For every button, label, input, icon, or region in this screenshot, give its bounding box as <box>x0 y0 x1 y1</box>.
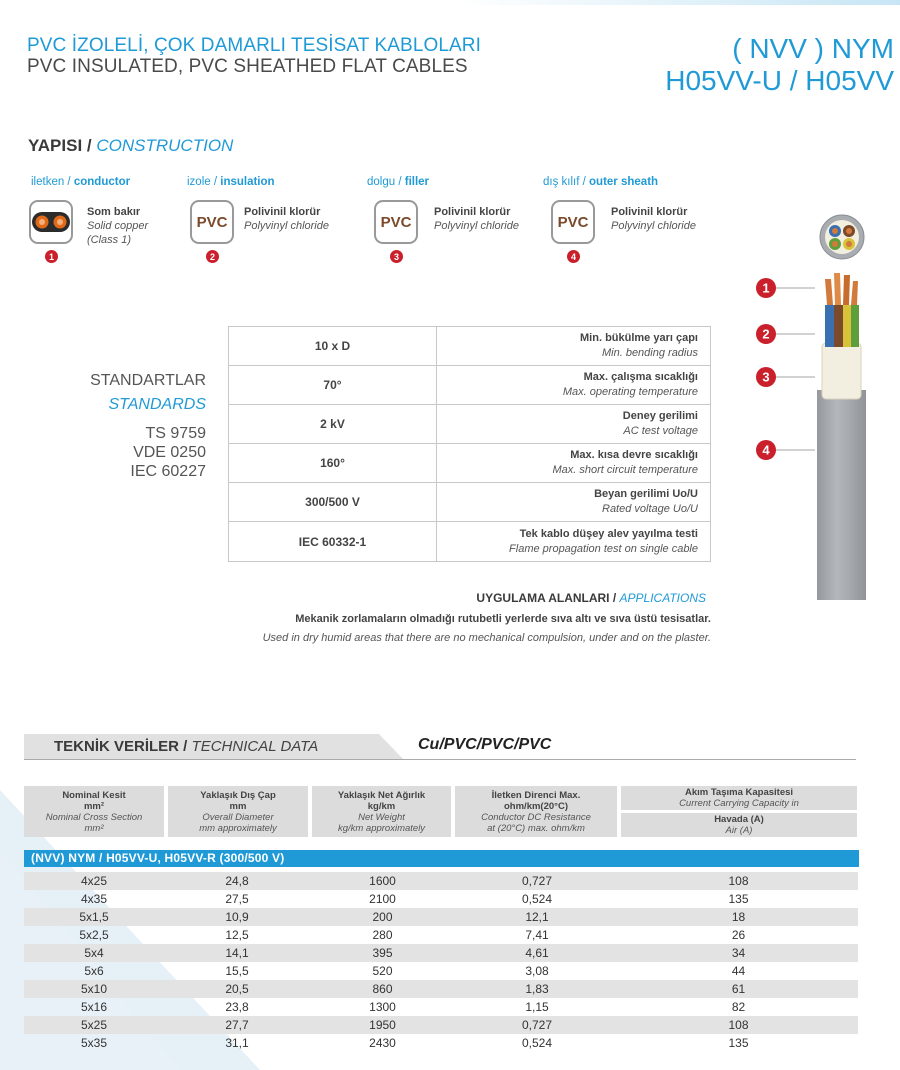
component-desc-outer-sheath: Polivinil klorür Polyvinyl chloride <box>611 206 696 232</box>
component-label-insulation: izole / insulation <box>187 176 275 188</box>
construction-heading <box>28 136 233 156</box>
marker-1-icon: 1 <box>45 250 58 263</box>
column-header-diameter: Yaklaşık Dış Çap mm Overall Diameter mm approximately <box>168 786 308 837</box>
title-en: PVC INSULATED, PVC SHEATHED FLAT CABLES <box>27 56 468 77</box>
spec-description: Deney gerilimi AC test voltage <box>622 410 698 437</box>
column-header-capacity-air: Havada (A) Air (A) <box>621 813 857 837</box>
pvc-filler-icon: PVC <box>374 200 418 244</box>
applications-text-tr: Mekanik zorlamaların olmadığı rutubetli yerlerde sıva altı ve sıva üstü tesisatlar. <box>295 613 711 625</box>
marker-3-icon: 3 <box>390 250 403 263</box>
applications-heading: UYGULAMA ALANLARI / APPLICATIONS <box>476 591 706 605</box>
applications-text-en: Used in dry humid areas that there are no mechanical compulsion, under and on the plaster. <box>262 632 711 644</box>
standards-title-tr: STANDARTLAR <box>90 372 206 389</box>
spec-row <box>229 444 710 483</box>
table-row: 5x6 15,5 520 3,08 44 <box>84 964 746 978</box>
column-header-resistance: İletken Direnci Max. ohm/km(20°C) Conductor DC Resistance at (20°C) max. ohm/km <box>455 786 617 837</box>
cable-code-secondary: H05VV-U / H05VV <box>665 65 894 96</box>
standards-title-en: STANDARDS <box>108 396 206 413</box>
standards-list <box>84 424 206 481</box>
marker-2-icon: 2 <box>206 250 219 263</box>
diagram-marker-4-label: 4 <box>762 442 770 458</box>
copper-conductors-section <box>825 273 858 305</box>
component-desc-insulation: Polivinil klorür Polyvinyl chloride <box>244 206 329 232</box>
component-label-filler: dolgu / filler <box>367 176 430 188</box>
spec-row <box>229 327 710 366</box>
spec-value: 10 x D <box>229 327 437 365</box>
pvc-insulation-icon: PVC <box>190 200 234 244</box>
table-row: 5x16 23,8 1300 1,15 82 <box>80 1000 746 1014</box>
technical-heading: TEKNİK VERİLER / TECHNICAL DATA <box>54 738 319 755</box>
construction-heading-tr: YAPISI / <box>28 136 92 155</box>
spec-description: Beyan gerilimi Uo/U Rated voltage Uo/U <box>594 488 698 515</box>
spec-description: Min. bükülme yarı çapı Min. bending radius <box>580 332 698 359</box>
spec-value: 300/500 V <box>229 483 437 521</box>
insulated-cores-section <box>825 305 859 347</box>
column-header-weight: Yaklaşık Net Ağırlık kg/km Net Weight kg/km approximately <box>312 786 451 837</box>
table-row: 5x1,5 10,9 200 12,1 18 <box>24 908 858 926</box>
table-row: 5x10 20,5 860 1,83 61 <box>24 980 858 998</box>
specs-table <box>228 326 711 562</box>
spec-description: Max. kısa devre sıcaklığı Max. short circuit temperature <box>552 449 698 476</box>
spec-value: IEC 60332-1 <box>229 522 437 561</box>
component-label-outer-sheath: dış kılıf / outer sheath <box>543 176 659 188</box>
table-row: 5x2,5 12,5 280 7,41 26 <box>79 928 746 942</box>
standard-item: IEC 60227 <box>130 463 206 480</box>
technical-data-table <box>24 872 858 1052</box>
table-group-header: (NVV) NYM / H05VV-U, H05VV-R (300/500 V) <box>24 850 859 867</box>
diagram-marker-3-label: 3 <box>762 369 770 385</box>
spec-row <box>229 483 710 522</box>
standard-item: TS 9759 <box>145 425 206 442</box>
diagram-marker-2-label: 2 <box>762 326 770 342</box>
marker-4-icon: 4 <box>567 250 580 263</box>
spec-value: 2 kV <box>229 405 437 443</box>
table-row: 5x35 31,1 2430 0,524 135 <box>80 1036 749 1050</box>
spec-row <box>229 522 710 561</box>
title-tr: PVC İZOLELİ, ÇOK DAMARLI TESİSAT KABLOLARI <box>27 35 482 56</box>
column-header-cross-section: Nominal Kesit mm² Nominal Cross Section mm² <box>24 786 164 837</box>
cable-cross-section-diagram <box>745 205 900 600</box>
component-label-conductor: iletken / conductor <box>31 176 131 188</box>
cable-end-view-icon <box>820 215 864 259</box>
spec-row <box>229 366 710 405</box>
solid-copper-conductor-icon <box>29 200 73 244</box>
spec-description: Max. çalışma sıcaklığı Max. operating temperature <box>562 371 698 398</box>
diagram-marker-1-label: 1 <box>762 280 770 296</box>
technical-heading-divider <box>24 759 856 760</box>
component-desc-filler: Polivinil klorür Polyvinyl chloride <box>434 206 519 232</box>
spec-value: 160° <box>229 444 437 482</box>
table-row: 5x25 27,7 1950 0,727 108 <box>24 1016 858 1034</box>
spec-row <box>229 405 710 444</box>
cable-construction-type: Cu/PVC/PVC/PVC <box>418 736 552 753</box>
standard-item: VDE 0250 <box>133 444 206 461</box>
spec-value: 70° <box>229 366 437 404</box>
pvc-outer-sheath-icon: PVC <box>551 200 595 244</box>
table-row: 4x25 24,8 1600 0,727 108 <box>24 872 858 890</box>
column-header-capacity: Akım Taşıma Kapasitesi Current Carrying Capacity in <box>621 786 857 810</box>
spec-description: Tek kablo düşey alev yayılma testi Flame propagation test on single cable <box>509 527 698 555</box>
construction-heading-en: CONSTRUCTION <box>96 136 234 155</box>
cable-code-primary: ( NVV ) NYM <box>732 33 894 64</box>
table-row: 4x35 27,5 2100 0,524 135 <box>80 892 749 906</box>
filler-section <box>822 343 861 399</box>
component-desc-conductor: Som bakır Solid copper (Class 1) <box>87 206 149 246</box>
table-row: 5x4 14,1 395 4,61 34 <box>24 944 858 962</box>
header-accent-bar <box>455 0 900 5</box>
